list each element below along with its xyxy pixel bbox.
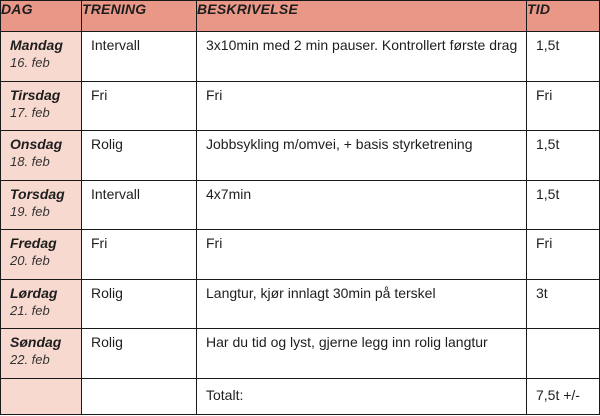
- description-cell: 4x7min: [197, 180, 527, 230]
- time-cell: Fri: [527, 230, 600, 280]
- day-name: Tirsdag: [10, 86, 61, 103]
- day-date: 21. feb: [10, 302, 50, 318]
- table-row: [1, 32, 600, 82]
- day-cell: [1, 279, 82, 329]
- day-name: Fredag: [10, 235, 57, 252]
- description-cell: Jobbsykling m/omvei, + basis styrketrening: [197, 131, 527, 181]
- day-cell: [1, 32, 82, 82]
- table-row: [1, 279, 600, 329]
- description-cell: Fri: [197, 230, 527, 280]
- description-cell: Fri: [197, 81, 527, 131]
- table-row: [1, 131, 600, 181]
- training-cell: Fri: [82, 230, 197, 280]
- column-header-day: DAG: [1, 1, 82, 32]
- total-row: [1, 378, 600, 414]
- time-cell: 1,5t: [527, 131, 600, 181]
- day-name: Torsdag: [10, 185, 65, 202]
- time-cell: 1,5t: [527, 32, 600, 82]
- day-cell: [1, 131, 82, 181]
- day-date: 18. feb: [10, 154, 50, 170]
- day-name: Søndag: [10, 334, 62, 351]
- total-label: Totalt:: [197, 378, 527, 414]
- training-cell: Rolig: [82, 131, 197, 181]
- day-cell: [1, 81, 82, 131]
- day-date: 20. feb: [10, 253, 50, 269]
- description-cell: 3x10min med 2 min pauser. Kontrollert første drag: [197, 32, 527, 82]
- table-row: [1, 180, 600, 230]
- training-cell: Intervall: [82, 32, 197, 82]
- day-date: 22. feb: [10, 352, 50, 368]
- total-day-cell: [1, 378, 82, 414]
- day-date: 16. feb: [10, 55, 50, 70]
- day-date: 19. feb: [10, 203, 50, 219]
- total-time: 7,5t +/-: [527, 378, 600, 414]
- day-date: 17. feb: [10, 104, 50, 120]
- day-cell: [1, 230, 82, 280]
- day-cell: [1, 329, 82, 379]
- day-name: Onsdag: [10, 136, 63, 153]
- description-cell: Har du tid og lyst, gjerne legg inn rolig langtur: [197, 329, 527, 379]
- time-cell: [527, 329, 600, 379]
- time-cell: 3t: [527, 279, 600, 329]
- column-header-training: TRENING: [82, 1, 197, 32]
- training-cell: Rolig: [82, 329, 197, 379]
- column-header-time: TID: [527, 1, 600, 32]
- day-name: Mandag: [10, 37, 63, 53]
- header-row: [1, 1, 600, 32]
- time-cell: Fri: [527, 81, 600, 131]
- table-row: [1, 329, 600, 379]
- training-cell: Fri: [82, 81, 197, 131]
- total-training-cell: [82, 378, 197, 414]
- table-row: [1, 81, 600, 131]
- day-name: Lørdag: [10, 284, 58, 301]
- time-cell: 1,5t: [527, 180, 600, 230]
- column-header-description: BESKRIVELSE: [197, 1, 527, 32]
- table-row: [1, 230, 600, 280]
- description-cell: Langtur, kjør innlagt 30min på terskel: [197, 279, 527, 329]
- day-cell: [1, 180, 82, 230]
- training-cell: Intervall: [82, 180, 197, 230]
- training-cell: Rolig: [82, 279, 197, 329]
